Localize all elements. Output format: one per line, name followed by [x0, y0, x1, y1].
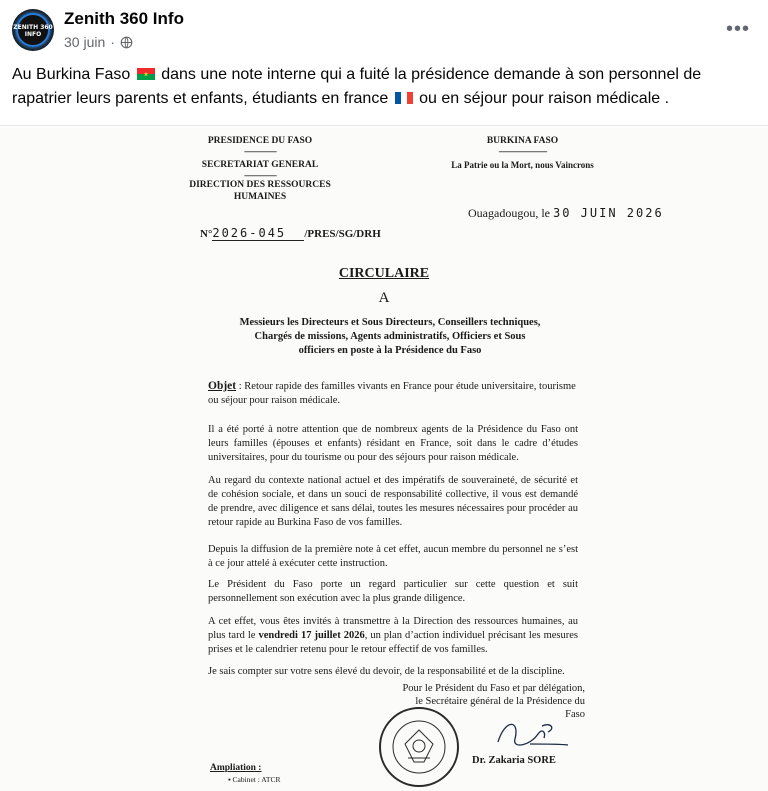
more-options-button[interactable]: •••: [725, 18, 750, 40]
header-left-dash-1: ----------------: [244, 146, 276, 156]
object-line: [208, 379, 588, 408]
object-text: : Retour rapide des familles vivants en France pour étude universitaire, tourisme ou séjour pour raison médicale.: [208, 381, 576, 406]
document-image[interactable]: [0, 125, 768, 791]
france-flag-icon: [395, 92, 413, 104]
handwritten-signature: [490, 714, 570, 754]
post-text: [12, 63, 758, 111]
paragraph-4: Le Président du Faso porte un regard particulier sur cette question et suit personnellement son exécution avec la plus grande diligence.: [208, 579, 578, 604]
signature-intro-line-2: le Secrétaire général de la Présidence du Faso: [415, 696, 585, 720]
ampliation-item-text: Cabinet : ATCR: [232, 775, 281, 784]
paragraph-3: Depuis la diffusion de la première note à cet effet, aucun membre du personnel ne s’est à ce jour attelé à exécuter cette instruction.: [208, 544, 578, 569]
ampliation-item: ▪ Cabinet : ATCR: [228, 775, 281, 784]
globe-icon[interactable]: [120, 36, 133, 49]
post-date-link[interactable]: 30 juin: [64, 34, 106, 50]
post-header: [0, 0, 768, 60]
document-date: [468, 206, 664, 221]
header-left-dash-2: ----------------: [244, 170, 276, 180]
page-name-link[interactable]: Zenith 360 Info: [64, 9, 184, 28]
deadline-date: vendredi 17 juillet 2026: [258, 630, 365, 641]
avatar-logo-text: ZENITH 360 INFO: [13, 24, 53, 38]
signer-name: Dr. Zakaria SORE: [472, 755, 556, 766]
document-title: CIRCULAIRE: [338, 266, 430, 281]
reference-number: [200, 226, 381, 241]
page-avatar[interactable]: [12, 9, 54, 51]
header-country: BURKINA FASO: [486, 136, 559, 146]
header-presidence: PRESIDENCE DU FASO: [207, 136, 313, 146]
paragraph-5-end: , un plan d’action individuel précisant les mesures prises et le calendrier retenu pour le retour effectif de vos familles.: [208, 630, 578, 655]
ref-prefix: N°: [200, 228, 213, 240]
official-seal-stamp: [378, 706, 460, 788]
paragraph-6: Je sais compter sur votre sens élevé du devoir, de la responsabilité et de la discipline.: [208, 666, 565, 677]
paragraph-1: Il a été porté à notre attention que de nombreux agents de la Présidence du Faso ont leurs familles (épouses et enfants) résidant en France, soit dans le cadre d’études universitaires, pour du tourisme ou pour des séjours pour raison médicale.: [208, 424, 578, 463]
meta-separator: ·: [110, 34, 115, 50]
ampliation-label: Ampliation :: [210, 763, 262, 773]
header-secretariat: SECRETARIAT GENERAL: [201, 160, 319, 170]
post-meta: [64, 34, 133, 50]
signature-intro-line-1: Pour le Président du Faso et par délégation,: [402, 683, 585, 694]
post-text-part3: ou en séjour pour raison médicale .: [419, 90, 670, 107]
header-right-block: [440, 135, 605, 172]
paragraph-5: [208, 615, 578, 657]
paragraph-5-start: A cet effet, vous êtes invités à transmettre à la Direction des ressources humaines, au plus tard le: [208, 616, 578, 641]
object-label: Objet: [208, 380, 237, 392]
header-right-dash: ------------------------: [498, 146, 547, 156]
post-text-part2: dans une note interne qui a fuité la présidence demande à son personnel de rapatrier leurs parents et enfants, étudiants en france: [12, 66, 702, 107]
header-left-block: [180, 135, 340, 203]
burkina-faso-flag-icon: [137, 68, 155, 80]
ref-suffix: /PRES/SG/DRH: [304, 228, 381, 240]
addressee-label: A: [378, 290, 390, 306]
ref-number: 2026-045: [212, 226, 304, 241]
header-direction: DIRECTION DES RESSOURCES HUMAINES: [189, 180, 331, 202]
recipients: Messieurs les Directeurs et Sous Directeurs, Conseillers techniques, Chargés de missions, Agents administratifs, Officiers et Sous officiers en poste à la Présidence du Faso: [239, 317, 541, 356]
date-prefix: Ouagadougou, le: [468, 206, 550, 220]
paragraph-2: Au regard du contexte national actuel et des impératifs de souveraineté, de sécurité et de cohésion sociale, et dans un souci de responsabilité collective, il vous est demandé de prendre, avec diligence et sans délai, toutes les mesures nécessaires pour procéder au retour rapide au Burkina Faso de vos familles.: [208, 475, 578, 528]
post-text-part1: Au Burkina Faso: [12, 66, 131, 83]
header-motto: La Patrie ou la Mort, nous Vaincrons: [451, 160, 594, 170]
date-value: 30 JUIN 2026: [552, 206, 664, 220]
